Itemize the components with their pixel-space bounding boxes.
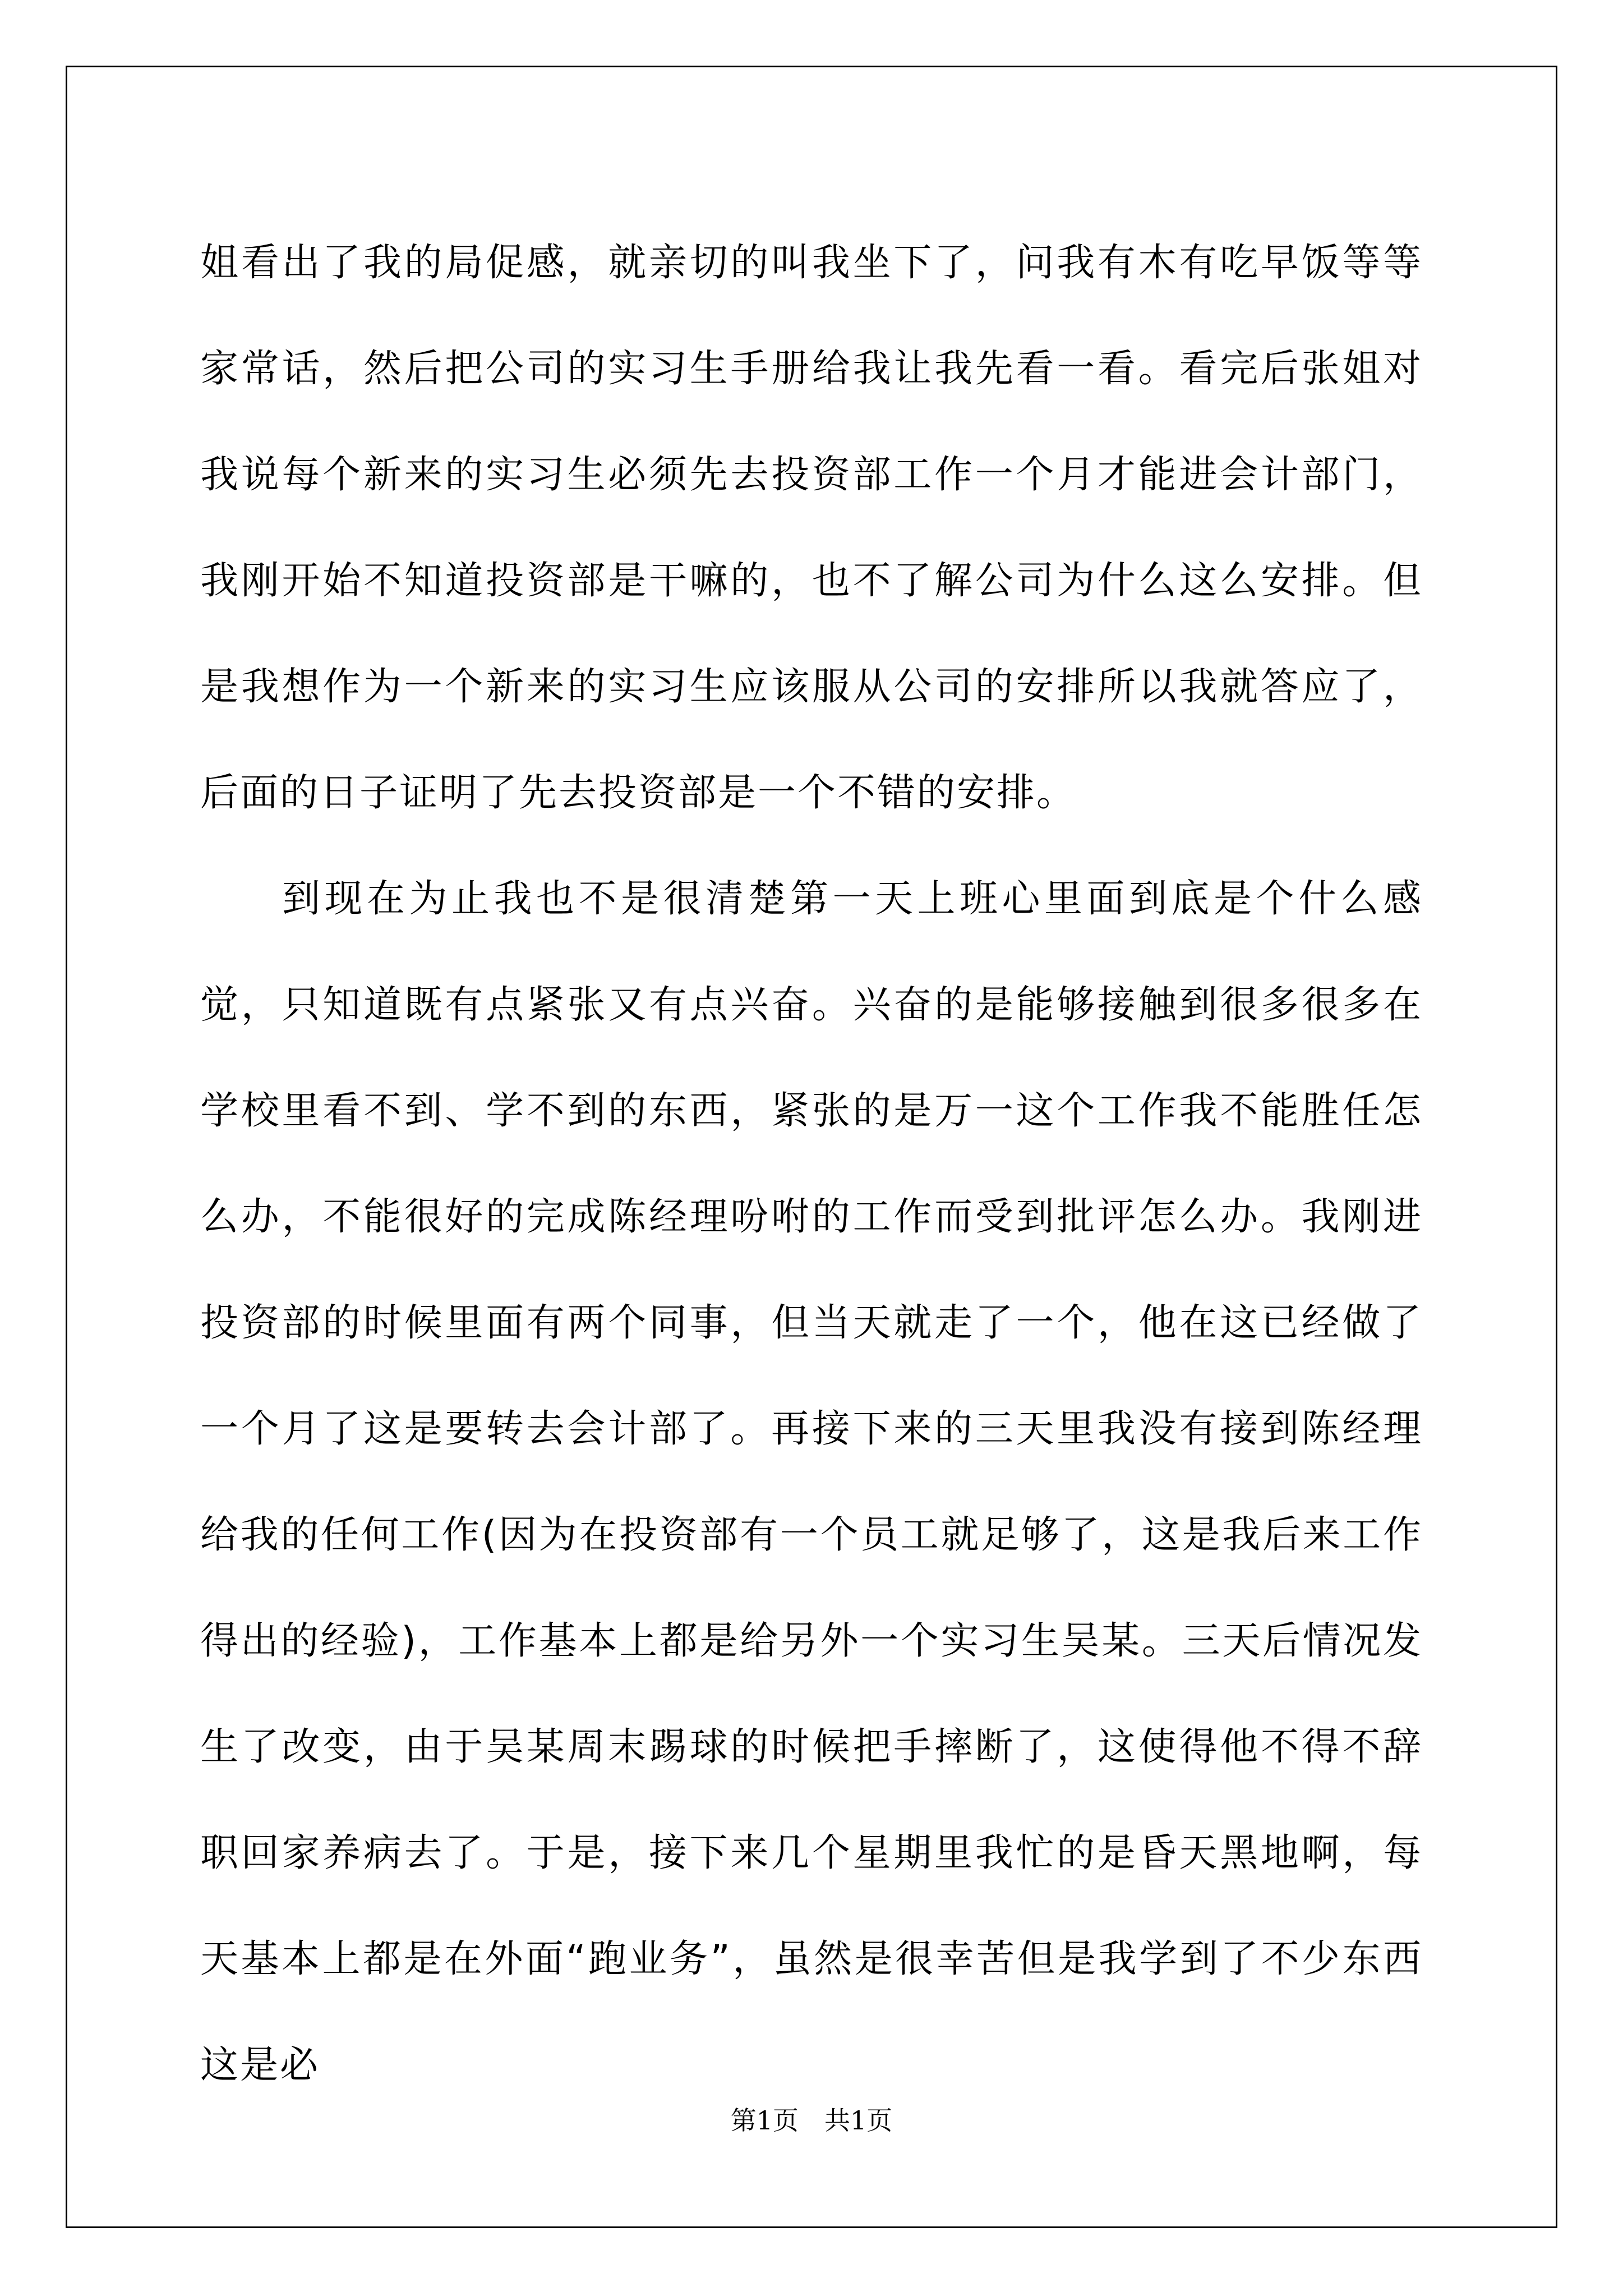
document-body	[200, 210, 1423, 2118]
page-footer	[0, 2104, 1623, 2137]
paragraph-2: 到现在为止我也不是很清楚第一天上班心里面到底是个什么感觉，只知道既有点紧张又有点兴奋。兴奋的是能够接触到很多很多在学校里看不到、学不到的东西，紧张的是万一这个工作我不能胜任怎么办，不能很好的完成陈经理吩咐的工作而受到批评怎么办。我刚进投资部的时候里面有两个同事，但当天就走了一个，他在这已经做了一个月了这是要转去会计部了。再接下来的三天里我没有接到陈经理给我的任何工作(因为在投资部有一个员工就足够了，这是我后来工作得出的经验)，工作基本上都是给另外一个实习生吴某。三天后情况发生了改变，由于吴某周末踢球的时候把手摔断了，这使得他不得不辞职回家养病去了。于是，接下来几个星期里我忙的是昏天黑地啊，每天基本上都是在外面“跑业务”，虽然是很幸苦但是我学到了不少东西这是必	[200, 877, 1423, 2087]
page-number: 第1页	[730, 2105, 799, 2136]
page-total: 共1页	[824, 2105, 893, 2136]
paragraph-1: 姐看出了我的局促感，就亲切的叫我坐下了，问我有木有吃早饭等等家常话，然后把公司的实习生手册给我让我先看一看。看完后张姐对我说每个新来的实习生必须先去投资部工作一个月才能进会计部门，我刚开始不知道投资部是干嘛的，也不了解公司为什么这么安排。但是我想作为一个新来的实习生应该服从公司的安排所以我就答应了，后面的日子证明了先去投资部是一个不错的安排。	[200, 241, 1423, 815]
